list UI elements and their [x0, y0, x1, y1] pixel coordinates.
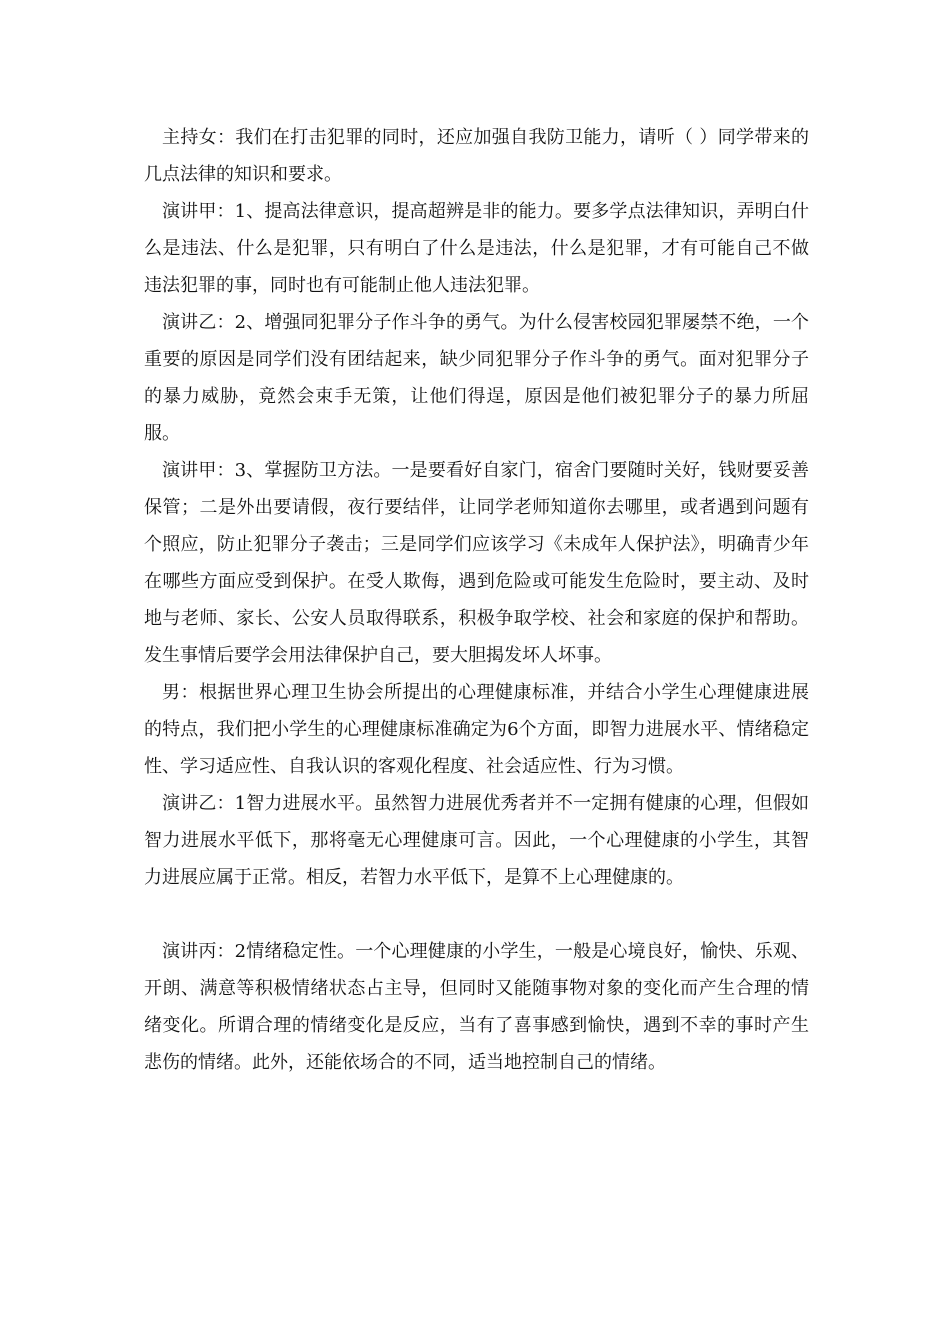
paragraph-gap	[144, 896, 809, 933]
paragraph-speaker-a-1: 演讲甲：1、提高法律意识，提高超辨是非的能力。要多学点法律知识，弄明白什么是违法、什么是犯罪，只有明白了什么是违法，什么是犯罪，才有可能自己不做违法犯罪的事，同时也有可能制止他人违法犯罪。	[144, 201, 809, 296]
paragraph-speaker-c-emotion: 演讲丙：2情绪稳定性。一个心理健康的小学生，一般是心境良好，愉快、乐观、开朗、满意等积极情绪状态占主导，但同时又能随事物对象的变化而产生合理的情绪变化。所谓合理的情绪变化是反应，当有了喜事感到愉快，遇到不幸的事时产生悲伤的情绪。此外，还能依场合的不同，适当地控制自己的情绪。	[144, 941, 809, 1073]
paragraph-speaker-b-intellect: 演讲乙：1智力进展水平。虽然智力进展优秀者并不一定拥有健康的心理，但假如智力进展水平低下，那将毫无心理健康可言。因此，一个心理健康的小学生，其智力进展应属于正常。相反，若智力水平低下，是算不上心理健康的。	[144, 793, 809, 888]
document-body	[144, 119, 809, 1081]
paragraph-male: 男：根据世界心理卫生协会所提出的心理健康标准，并结合小学生心理健康进展的特点，我们把小学生的心理健康标准确定为6个方面，即智力进展水平、情绪稳定性、学习适应性、自我认识的客观化程度、社会适应性、行为习惯。	[144, 682, 809, 777]
paragraph-speaker-b-2: 演讲乙：2、增强同犯罪分子作斗争的勇气。为什么侵害校园犯罪屡禁不绝，一个重要的原因是同学们没有团结起来，缺少同犯罪分子作斗争的勇气。面对犯罪分子的暴力威胁，竟然会束手无策，让他们得逞，原因是他们被犯罪分子的暴力所屈服。	[144, 312, 809, 444]
paragraph-speaker-a-3: 演讲甲：3、掌握防卫方法。一是要看好自家门，宿舍门要随时关好，钱财要妥善保管；二是外出要请假，夜行要结伴，让同学老师知道你去哪里，或者遇到问题有个照应，防止犯罪分子袭击；三是同学们应该学习《未成年人保护法》，明确青少年在哪些方面应受到保护。在受人欺侮，遇到危险或可能发生危险时，要主动、及时地与老师、家长、公安人员取得联系，积极争取学校、社会和家庭的保护和帮助。发生事情后要学会用法律保护自己，要大胆揭发坏人坏事。	[144, 460, 809, 666]
paragraph-host-female: 主持女：我们在打击犯罪的同时，还应加强自我防卫能力，请听（ ）同学带来的几点法律的知识和要求。	[144, 127, 809, 185]
